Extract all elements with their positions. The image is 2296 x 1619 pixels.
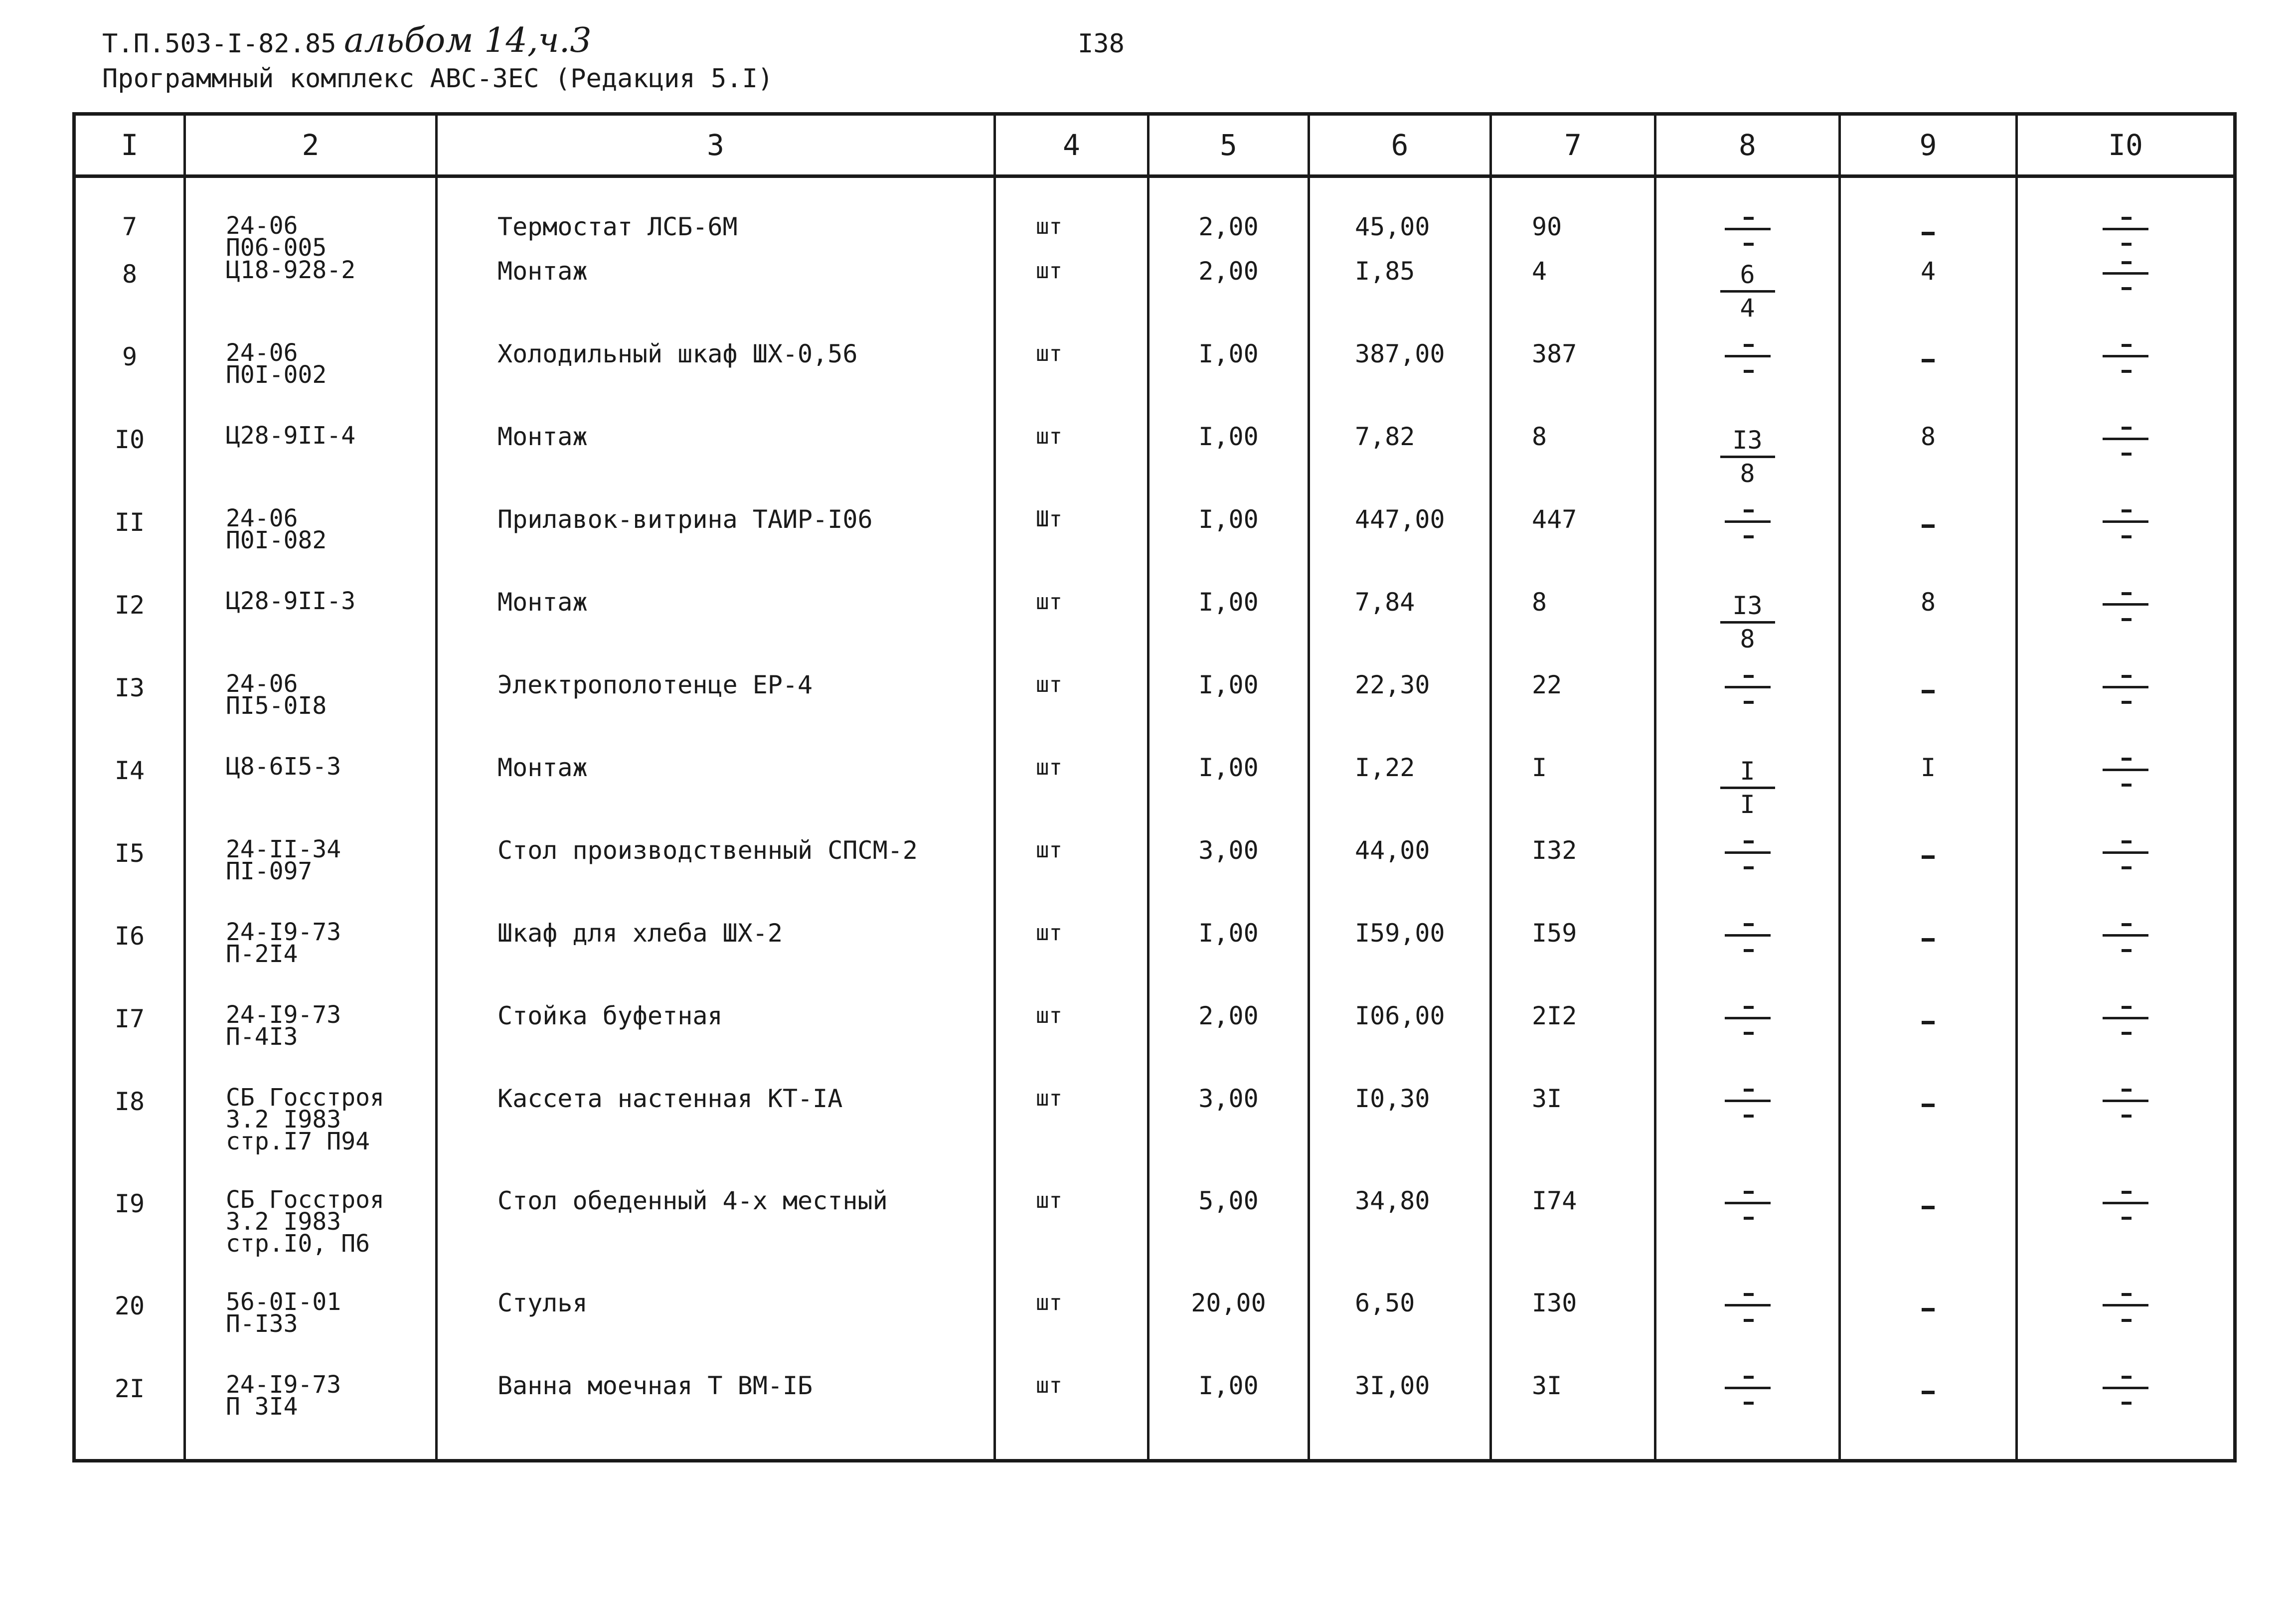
cell-total: 8 (1491, 590, 1655, 673)
table-row (74, 1004, 2235, 1087)
cell-col9 (1840, 1087, 2017, 1189)
cell-col10 (2017, 838, 2235, 921)
cell-col8 (1655, 756, 1840, 838)
cell-total: I30 (1491, 1291, 1655, 1374)
cell-col9: I (1840, 756, 2017, 838)
cell-name: Электрополотенце ЕР-4 (437, 673, 995, 756)
table-row (74, 590, 2235, 673)
cell-col9 (1840, 838, 2017, 921)
cell-row-number: 7 (74, 176, 185, 259)
cell-col8 (1655, 1189, 1840, 1291)
empty-fraction-mark (2101, 1087, 2150, 1127)
cell-price: 44,00 (1309, 838, 1491, 921)
col-header-2: 2 (185, 114, 437, 176)
cell-col10 (2017, 342, 2235, 425)
cell-unit: шт (995, 259, 1148, 342)
cell-col10 (2017, 1374, 2235, 1461)
cell-col8 (1655, 176, 1840, 259)
table-row (74, 259, 2235, 342)
table-row (74, 921, 2235, 1004)
cell-name: Прилавок-витрина ТАИР-I06 (437, 507, 995, 590)
handwritten-album-note: альбом 14,ч.3 (344, 21, 592, 60)
dash-mark (1922, 232, 1935, 235)
cell-col9 (1840, 1374, 2017, 1461)
empty-fraction-mark (2101, 921, 2150, 961)
program-name: Программный комплекс АВС-ЗЕС (Редакция 5.I) (102, 64, 774, 94)
cell-total: I59 (1491, 921, 1655, 1004)
empty-fraction-mark (1723, 1374, 1773, 1414)
cell-name: Стойка буфетная (437, 1004, 995, 1087)
cell-quantity: I,00 (1148, 1374, 1309, 1461)
cell-code: Ц8-6I5-3 (185, 756, 437, 838)
cell-col10 (2017, 590, 2235, 673)
empty-fraction-mark (2101, 838, 2150, 878)
empty-fraction-mark (1723, 673, 1773, 713)
cell-unit: шт (995, 176, 1148, 259)
fraction-numerator: I (1720, 756, 1775, 789)
empty-fraction-mark (1723, 1189, 1773, 1229)
cell-col8 (1655, 1291, 1840, 1374)
fraction (1720, 425, 1775, 489)
cell-unit: шт (995, 342, 1148, 425)
fraction (1720, 259, 1775, 324)
cell-row-number: II (74, 507, 185, 590)
cell-col9 (1840, 342, 2017, 425)
cell-row-number: 20 (74, 1291, 185, 1374)
cell-price: I0,30 (1309, 1087, 1491, 1189)
cell-col9 (1840, 1291, 2017, 1374)
cell-col10 (2017, 507, 2235, 590)
cell-price: I,85 (1309, 259, 1491, 342)
cell-col9 (1840, 673, 2017, 756)
cell-name: Стол обеденный 4-х местный (437, 1189, 995, 1291)
cell-total: 387 (1491, 342, 1655, 425)
cell-unit: шт (995, 425, 1148, 507)
cell-quantity: 2,00 (1148, 1004, 1309, 1087)
document-code: Т.П.503-I-82.85 (102, 29, 336, 59)
dash-mark (1922, 690, 1935, 693)
cell-col8 (1655, 590, 1840, 673)
fraction-denominator: 4 (1740, 293, 1755, 323)
cell-total: 3I (1491, 1374, 1655, 1461)
cell-code: 24-I9-73 П-4I3 (185, 1004, 437, 1087)
cell-total: I74 (1491, 1189, 1655, 1291)
cell-col9 (1840, 507, 2017, 590)
cell-quantity: I,00 (1148, 756, 1309, 838)
cell-col10 (2017, 1004, 2235, 1087)
cell-name: Монтаж (437, 425, 995, 507)
fraction-numerator: I3 (1720, 425, 1775, 458)
cell-quantity: I,00 (1148, 425, 1309, 507)
table-row (74, 673, 2235, 756)
cell-code: 24-06 ПI5-0I8 (185, 673, 437, 756)
table-row (74, 1189, 2235, 1291)
cell-price: I,22 (1309, 756, 1491, 838)
cell-total: 447 (1491, 507, 1655, 590)
table-row (74, 176, 2235, 259)
empty-fraction-mark (2101, 1189, 2150, 1229)
cell-row-number: I0 (74, 425, 185, 507)
empty-fraction-mark (1723, 921, 1773, 961)
fraction (1720, 756, 1775, 820)
table-row (74, 1291, 2235, 1374)
cell-col9 (1840, 921, 2017, 1004)
empty-fraction-mark (2101, 756, 2150, 796)
empty-fraction-mark (2101, 215, 2150, 255)
dash-mark (1922, 524, 1935, 528)
cell-col9 (1840, 176, 2017, 259)
empty-fraction-mark (2101, 507, 2150, 547)
cell-unit: шт (995, 1087, 1148, 1189)
cell-name: Монтаж (437, 756, 995, 838)
cell-total: I32 (1491, 838, 1655, 921)
fraction-denominator: 8 (1740, 459, 1755, 488)
cell-quantity: I,00 (1148, 673, 1309, 756)
empty-fraction-mark (2101, 1004, 2150, 1044)
empty-fraction-mark (2101, 590, 2150, 630)
cell-row-number: 8 (74, 259, 185, 342)
dash-mark (1922, 1206, 1935, 1209)
cell-name: Стол производственный СПСМ-2 (437, 838, 995, 921)
empty-fraction-mark (2101, 673, 2150, 713)
dash-mark (1922, 855, 1935, 859)
col-header-8: 8 (1655, 114, 1840, 176)
col-header-4: 4 (995, 114, 1148, 176)
cell-row-number: I7 (74, 1004, 185, 1087)
empty-fraction-mark (1723, 507, 1773, 547)
cell-price: I06,00 (1309, 1004, 1491, 1087)
page-number: I38 (1078, 29, 1125, 59)
estimate-table (72, 112, 2237, 1462)
cell-quantity: I,00 (1148, 921, 1309, 1004)
cell-name: Термостат ЛСБ-6М (437, 176, 995, 259)
cell-name: Холодильный шкаф ШХ-0,56 (437, 342, 995, 425)
cell-code: 56-0I-01 П-I33 (185, 1291, 437, 1374)
cell-quantity: I,00 (1148, 342, 1309, 425)
cell-quantity: 3,00 (1148, 838, 1309, 921)
table-row (74, 342, 2235, 425)
cell-row-number: 9 (74, 342, 185, 425)
cell-quantity: I,00 (1148, 507, 1309, 590)
cell-quantity: 2,00 (1148, 176, 1309, 259)
dash-mark (1922, 1021, 1935, 1024)
cell-row-number: 2I (74, 1374, 185, 1461)
col-header-7: 7 (1491, 114, 1655, 176)
cell-unit: Шт (995, 507, 1148, 590)
empty-fraction-mark (2101, 425, 2150, 465)
cell-quantity: 2,00 (1148, 259, 1309, 342)
cell-col8 (1655, 425, 1840, 507)
col-header-3: 3 (437, 114, 995, 176)
cell-code: 24-06 П0I-082 (185, 507, 437, 590)
dash-mark (1922, 938, 1935, 942)
cell-total: 22 (1491, 673, 1655, 756)
cell-total: 2I2 (1491, 1004, 1655, 1087)
cell-price: 7,84 (1309, 590, 1491, 673)
cell-price: 45,00 (1309, 176, 1491, 259)
cell-col8 (1655, 1087, 1840, 1189)
cell-code: Ц18-928-2 (185, 259, 437, 342)
cell-col9: 8 (1840, 425, 2017, 507)
cell-col10 (2017, 921, 2235, 1004)
col-header-1: I (74, 114, 185, 176)
cell-unit: шт (995, 921, 1148, 1004)
cell-name: Монтаж (437, 590, 995, 673)
empty-fraction-mark (2101, 1291, 2150, 1331)
cell-total: 90 (1491, 176, 1655, 259)
cell-col9: 8 (1840, 590, 2017, 673)
cell-col10 (2017, 1291, 2235, 1374)
cell-col9 (1840, 1004, 2017, 1087)
table-row (74, 1087, 2235, 1189)
cell-quantity: 3,00 (1148, 1087, 1309, 1189)
col-header-6: 6 (1309, 114, 1491, 176)
empty-fraction-mark (2101, 259, 2150, 299)
table-row (74, 756, 2235, 838)
cell-col10 (2017, 259, 2235, 342)
col-header-10: I0 (2017, 114, 2235, 176)
cell-code: Ц28-9II-3 (185, 590, 437, 673)
cell-code: 24-I9-73 П-2I4 (185, 921, 437, 1004)
cell-col9 (1840, 1189, 2017, 1291)
fraction-denominator: 8 (1740, 624, 1755, 653)
fraction-denominator: I (1740, 790, 1755, 819)
table-row (74, 838, 2235, 921)
cell-col8 (1655, 259, 1840, 342)
cell-col8 (1655, 342, 1840, 425)
cell-col8 (1655, 1004, 1840, 1087)
cell-row-number: I6 (74, 921, 185, 1004)
cell-col9: 4 (1840, 259, 2017, 342)
cell-total: 3I (1491, 1087, 1655, 1189)
cell-col10 (2017, 176, 2235, 259)
fraction-numerator: 6 (1720, 259, 1775, 293)
table-row (74, 425, 2235, 507)
empty-fraction-mark (1723, 215, 1773, 255)
cell-col8 (1655, 921, 1840, 1004)
cell-code: 24-II-34 ПI-097 (185, 838, 437, 921)
dash-mark (1922, 1308, 1935, 1311)
col-header-5: 5 (1148, 114, 1309, 176)
cell-col8 (1655, 507, 1840, 590)
empty-fraction-mark (1723, 1087, 1773, 1127)
cell-name: Стулья (437, 1291, 995, 1374)
cell-code: 24-I9-73 П 3I4 (185, 1374, 437, 1461)
cell-col10 (2017, 673, 2235, 756)
column-number-row (74, 114, 2235, 176)
cell-unit: шт (995, 838, 1148, 921)
cell-unit: шт (995, 1374, 1148, 1461)
cell-price: 387,00 (1309, 342, 1491, 425)
cell-price: 34,80 (1309, 1189, 1491, 1291)
cell-unit: шт (995, 1291, 1148, 1374)
cell-col8 (1655, 673, 1840, 756)
dash-mark (1922, 1391, 1935, 1394)
cell-row-number: I4 (74, 756, 185, 838)
cell-name: Кассета настенная КТ-IА (437, 1087, 995, 1189)
empty-fraction-mark (2101, 342, 2150, 382)
table-row (74, 507, 2235, 590)
empty-fraction-mark (2101, 1374, 2150, 1414)
cell-unit: шт (995, 756, 1148, 838)
cell-price: 22,30 (1309, 673, 1491, 756)
cell-unit: шт (995, 673, 1148, 756)
cell-unit: шт (995, 1004, 1148, 1087)
cell-code: Ц28-9II-4 (185, 425, 437, 507)
cell-row-number: I3 (74, 673, 185, 756)
dash-mark (1922, 1104, 1935, 1107)
cell-total: 4 (1491, 259, 1655, 342)
cell-col8 (1655, 1374, 1840, 1461)
cell-unit: шт (995, 590, 1148, 673)
cell-col10 (2017, 1189, 2235, 1291)
cell-code: 24-06 П0I-002 (185, 342, 437, 425)
cell-code: СБ Госстроя 3.2 I983 стр.I7 П94 (185, 1087, 437, 1189)
cell-row-number: I9 (74, 1189, 185, 1291)
cell-total: 8 (1491, 425, 1655, 507)
cell-row-number: I8 (74, 1087, 185, 1189)
cell-code: СБ Госстроя 3.2 I983 стр.I0, П6 (185, 1189, 437, 1291)
cell-name: Монтаж (437, 259, 995, 342)
cell-quantity: 20,00 (1148, 1291, 1309, 1374)
cell-price: 447,00 (1309, 507, 1491, 590)
col-header-9: 9 (1840, 114, 2017, 176)
cell-name: Ванна моечная Т ВМ-IБ (437, 1374, 995, 1461)
cell-row-number: I2 (74, 590, 185, 673)
cell-row-number: I5 (74, 838, 185, 921)
cell-code: 24-06 П06-005 (185, 176, 437, 259)
cell-col10 (2017, 425, 2235, 507)
empty-fraction-mark (1723, 1291, 1773, 1331)
cell-col10 (2017, 1087, 2235, 1189)
cell-price: 6,50 (1309, 1291, 1491, 1374)
cell-name: Шкаф для хлеба ШХ-2 (437, 921, 995, 1004)
cell-unit: шт (995, 1189, 1148, 1291)
empty-fraction-mark (1723, 838, 1773, 878)
cell-price: 7,82 (1309, 425, 1491, 507)
cell-col8 (1655, 838, 1840, 921)
empty-fraction-mark (1723, 342, 1773, 382)
cell-price: I59,00 (1309, 921, 1491, 1004)
cell-total: I (1491, 756, 1655, 838)
cell-quantity: I,00 (1148, 590, 1309, 673)
cell-price: 3I,00 (1309, 1374, 1491, 1461)
table-row (74, 1374, 2235, 1461)
dash-mark (1922, 359, 1935, 362)
fraction-numerator: I3 (1720, 590, 1775, 624)
cell-col10 (2017, 756, 2235, 838)
empty-fraction-mark (1723, 1004, 1773, 1044)
fraction (1720, 590, 1775, 654)
cell-quantity: 5,00 (1148, 1189, 1309, 1291)
